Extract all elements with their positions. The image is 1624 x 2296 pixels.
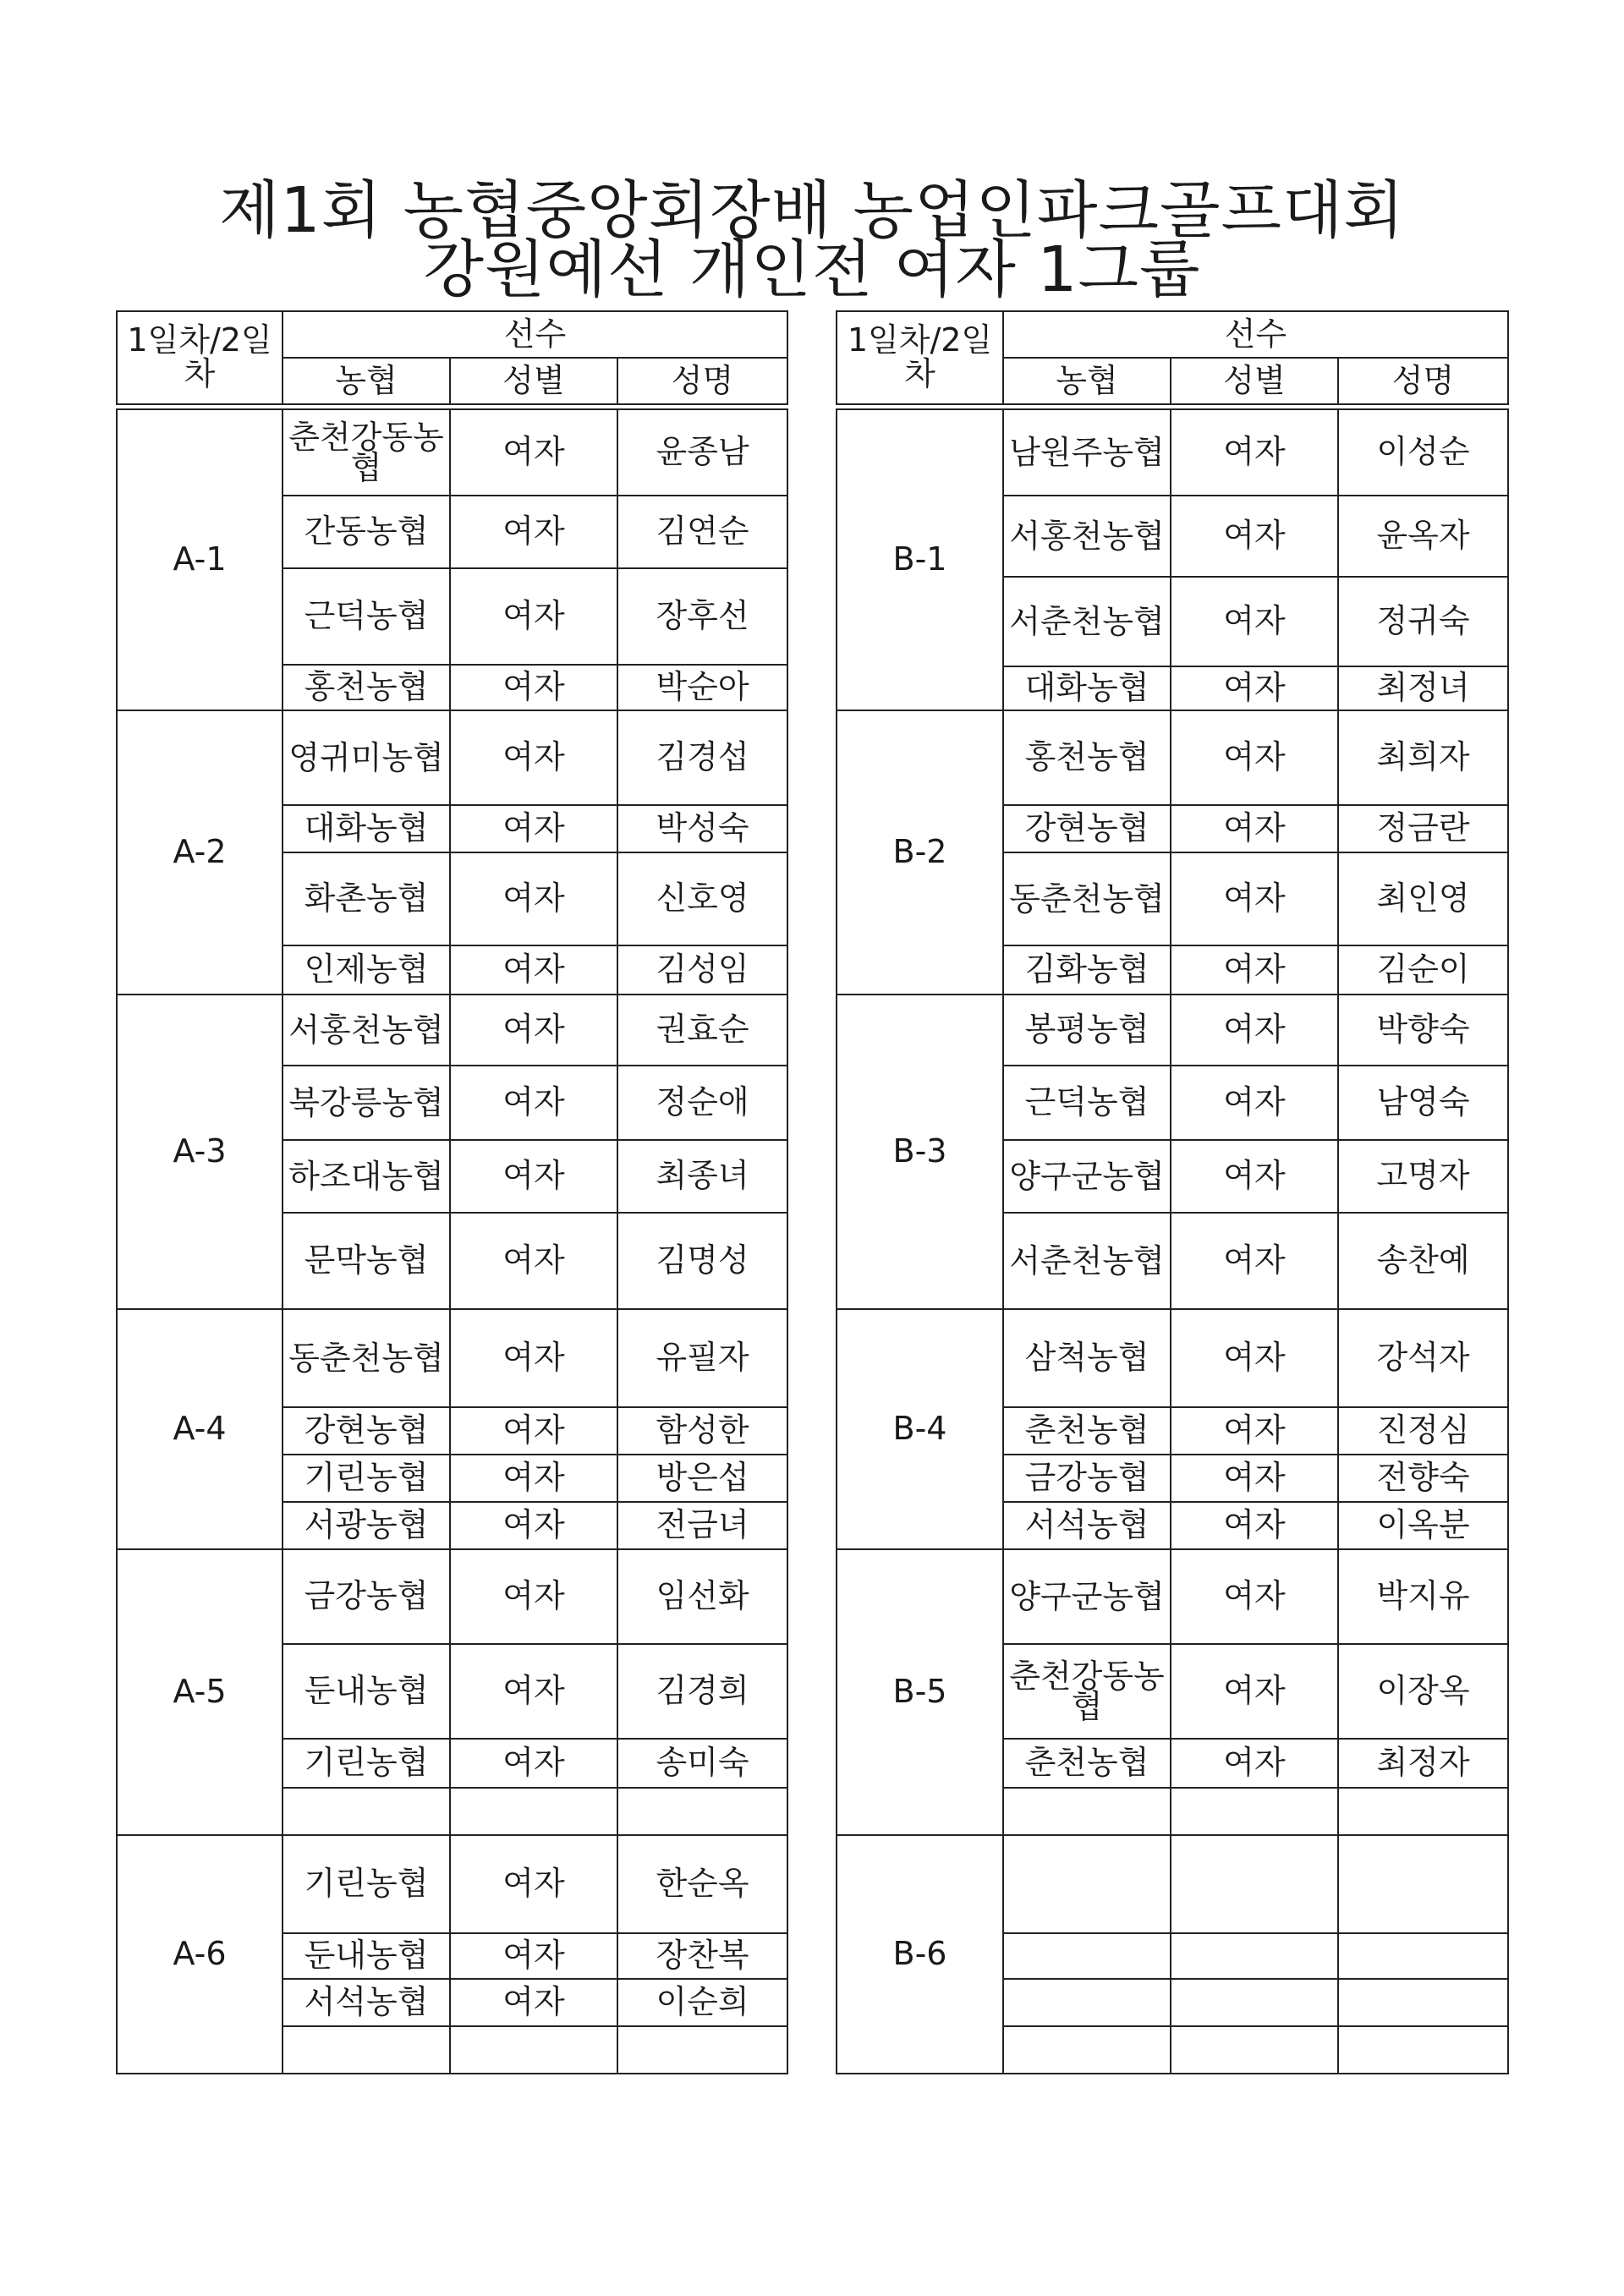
coop-cell: 서홍천농협 — [1003, 496, 1171, 577]
coop-cell: 강현농협 — [283, 1407, 450, 1455]
gender-cell: 여자 — [450, 1933, 617, 1979]
coop-cell: 서홍천농협 — [283, 995, 450, 1066]
table-row — [837, 409, 1508, 496]
name-cell: 고명자 — [1338, 1140, 1508, 1213]
name-cell: 김순이 — [1338, 945, 1508, 995]
name-cell: 박순아 — [617, 665, 787, 710]
coop-cell: 대화농협 — [283, 805, 450, 852]
name-cell: 정금란 — [1338, 805, 1508, 852]
coop-cell: 서춘천농협 — [1003, 577, 1171, 666]
name-cell — [1338, 1788, 1508, 1835]
name-cell: 장후선 — [617, 568, 787, 665]
coop-cell: 춘천강동농협 — [283, 409, 450, 496]
table-row — [837, 710, 1508, 805]
coop-cell: 춘천농협 — [1003, 1407, 1171, 1455]
gender-cell: 여자 — [450, 995, 617, 1066]
group-label: B-4 — [837, 1309, 1003, 1549]
header-round: 1일차/2일차 — [117, 311, 283, 404]
gender-cell: 여자 — [450, 710, 617, 805]
header-gender: 성별 — [1171, 358, 1338, 404]
coop-cell: 근덕농협 — [1003, 1066, 1171, 1140]
name-cell: 김성임 — [617, 945, 787, 995]
group-label: A-5 — [117, 1549, 283, 1835]
name-cell: 진정심 — [1338, 1407, 1508, 1455]
gender-cell — [1171, 1933, 1338, 1979]
gender-cell: 여자 — [450, 1213, 617, 1309]
group-table-a — [116, 310, 788, 2074]
name-cell — [1338, 2026, 1508, 2074]
gender-cell: 여자 — [1171, 1407, 1338, 1455]
gender-cell: 여자 — [450, 568, 617, 665]
gender-cell: 여자 — [450, 496, 617, 568]
header-coop: 농협 — [1003, 358, 1171, 404]
gender-cell: 여자 — [1171, 1644, 1338, 1739]
name-cell: 김경섭 — [617, 710, 787, 805]
gender-cell: 여자 — [1171, 852, 1338, 945]
name-cell: 정귀숙 — [1338, 577, 1508, 666]
coop-cell — [1003, 2026, 1171, 2074]
coop-cell: 동춘천농협 — [283, 1309, 450, 1407]
coop-cell: 춘천강동농협 — [1003, 1644, 1171, 1739]
group-label: B-2 — [837, 710, 1003, 995]
gender-cell: 여자 — [1171, 409, 1338, 496]
coop-cell — [283, 2026, 450, 2074]
group-label: A-3 — [117, 995, 283, 1309]
coop-cell: 하조대농협 — [283, 1140, 450, 1213]
name-cell: 최정녀 — [1338, 666, 1508, 710]
coop-cell: 영귀미농협 — [283, 710, 450, 805]
coop-cell: 인제농협 — [283, 945, 450, 995]
table-row — [837, 995, 1508, 1066]
name-cell: 윤옥자 — [1338, 496, 1508, 577]
group-label: A-4 — [117, 1309, 283, 1549]
name-cell: 윤종남 — [617, 409, 787, 496]
title-line-1: 제1회 농협중앙회장배 농업인파크골프대회 — [219, 174, 1405, 247]
coop-cell: 김화농협 — [1003, 945, 1171, 995]
group-label: B-5 — [837, 1549, 1003, 1835]
coop-cell: 삼척농협 — [1003, 1309, 1171, 1407]
header-name: 성명 — [617, 358, 787, 404]
name-cell: 한순옥 — [617, 1835, 787, 1933]
table-row — [117, 710, 787, 805]
name-cell: 김연순 — [617, 496, 787, 568]
name-cell: 최정자 — [1338, 1739, 1508, 1788]
gender-cell — [1171, 1835, 1338, 1933]
table-row — [117, 409, 787, 496]
coop-cell: 근덕농협 — [283, 568, 450, 665]
name-cell: 방은섭 — [617, 1455, 787, 1502]
coop-cell: 남원주농협 — [1003, 409, 1171, 496]
coop-cell: 양구군농협 — [1003, 1549, 1171, 1644]
gender-cell — [1171, 1979, 1338, 2026]
gender-cell: 여자 — [450, 1739, 617, 1788]
name-cell: 신호영 — [617, 852, 787, 945]
gender-cell: 여자 — [1171, 1213, 1338, 1309]
name-cell: 장찬복 — [617, 1933, 787, 1979]
group-label: B-6 — [837, 1835, 1003, 2074]
gender-cell: 여자 — [450, 852, 617, 945]
coop-cell: 홍천농협 — [1003, 710, 1171, 805]
gender-cell: 여자 — [1171, 1502, 1338, 1549]
name-cell: 강석자 — [1338, 1309, 1508, 1407]
gender-cell: 여자 — [1171, 496, 1338, 577]
name-cell: 함성한 — [617, 1407, 787, 1455]
name-cell: 정순애 — [617, 1066, 787, 1140]
coop-cell — [1003, 1979, 1171, 2026]
name-cell — [1338, 1835, 1508, 1933]
name-cell — [617, 1788, 787, 1835]
coop-cell — [283, 1788, 450, 1835]
gender-cell: 여자 — [1171, 710, 1338, 805]
name-cell — [1338, 1979, 1508, 2026]
name-cell: 이장옥 — [1338, 1644, 1508, 1739]
group-label: B-1 — [837, 409, 1003, 710]
table-row — [837, 1835, 1508, 1933]
coop-cell: 홍천농협 — [283, 665, 450, 710]
name-cell: 김명성 — [617, 1213, 787, 1309]
group-table-b — [836, 310, 1509, 2074]
gender-cell: 여자 — [1171, 577, 1338, 666]
gender-cell: 여자 — [450, 1140, 617, 1213]
header-coop: 농협 — [283, 358, 450, 404]
title-line-2: 강원예선 개인전 여자 1그룹 — [423, 233, 1201, 306]
header-players: 선수 — [1003, 311, 1508, 358]
gender-cell — [1171, 2026, 1338, 2074]
coop-cell: 화촌농협 — [283, 852, 450, 945]
gender-cell: 여자 — [450, 409, 617, 496]
table-body — [837, 409, 1508, 2074]
coop-cell: 금강농협 — [283, 1549, 450, 1644]
header-name: 성명 — [1338, 358, 1508, 404]
table-row — [117, 995, 787, 1066]
name-cell: 전금녀 — [617, 1502, 787, 1549]
name-cell — [1338, 1933, 1508, 1979]
group-label: A-6 — [117, 1835, 283, 2074]
coop-cell: 기린농협 — [283, 1835, 450, 1933]
name-cell: 남영숙 — [1338, 1066, 1508, 1140]
coop-cell: 봉평농협 — [1003, 995, 1171, 1066]
coop-cell: 금강농협 — [1003, 1455, 1171, 1502]
group-label: B-3 — [837, 995, 1003, 1309]
coop-cell: 서석농협 — [1003, 1502, 1171, 1549]
gender-cell: 여자 — [450, 945, 617, 995]
name-cell: 최인영 — [1338, 852, 1508, 945]
name-cell — [617, 2026, 787, 2074]
table-body — [117, 409, 787, 2074]
coop-cell: 양구군농협 — [1003, 1140, 1171, 1213]
name-cell: 최희자 — [1338, 710, 1508, 805]
group-label: A-2 — [117, 710, 283, 995]
coop-cell: 문막농협 — [283, 1213, 450, 1309]
gender-cell: 여자 — [450, 1979, 617, 2026]
coop-cell: 서춘천농협 — [1003, 1213, 1171, 1309]
header-gender: 성별 — [450, 358, 617, 404]
gender-cell: 여자 — [450, 1835, 617, 1933]
coop-cell: 서석농협 — [283, 1979, 450, 2026]
name-cell: 임선화 — [617, 1549, 787, 1644]
gender-cell: 여자 — [1171, 805, 1338, 852]
group-label: A-1 — [117, 409, 283, 710]
name-cell: 전향숙 — [1338, 1455, 1508, 1502]
gender-cell: 여자 — [1171, 995, 1338, 1066]
table-row — [837, 1309, 1508, 1407]
gender-cell: 여자 — [1171, 1739, 1338, 1788]
gender-cell: 여자 — [450, 1502, 617, 1549]
coop-cell: 기린농협 — [283, 1739, 450, 1788]
gender-cell: 여자 — [1171, 945, 1338, 995]
name-cell: 이순희 — [617, 1979, 787, 2026]
table-row — [117, 1549, 787, 1644]
gender-cell — [450, 2026, 617, 2074]
header-players: 선수 — [283, 311, 787, 358]
gender-cell: 여자 — [450, 665, 617, 710]
gender-cell — [1171, 1788, 1338, 1835]
gender-cell: 여자 — [450, 1549, 617, 1644]
name-cell: 박향숙 — [1338, 995, 1508, 1066]
name-cell: 이옥분 — [1338, 1502, 1508, 1549]
name-cell: 송미숙 — [617, 1739, 787, 1788]
gender-cell — [450, 1788, 617, 1835]
gender-cell: 여자 — [1171, 1066, 1338, 1140]
coop-cell — [1003, 1835, 1171, 1933]
name-cell: 이성순 — [1338, 409, 1508, 496]
coop-cell — [1003, 1933, 1171, 1979]
coop-cell: 춘천농협 — [1003, 1739, 1171, 1788]
coop-cell: 대화농협 — [1003, 666, 1171, 710]
table-row — [117, 1835, 787, 1933]
name-cell: 김경희 — [617, 1644, 787, 1739]
name-cell: 박성숙 — [617, 805, 787, 852]
coop-cell: 동춘천농협 — [1003, 852, 1171, 945]
gender-cell: 여자 — [450, 1309, 617, 1407]
name-cell: 최종녀 — [617, 1140, 787, 1213]
gender-cell: 여자 — [450, 1407, 617, 1455]
gender-cell: 여자 — [1171, 666, 1338, 710]
gender-cell: 여자 — [450, 1455, 617, 1502]
table-row — [837, 1549, 1508, 1644]
name-cell: 유필자 — [617, 1309, 787, 1407]
coop-cell: 북강릉농협 — [283, 1066, 450, 1140]
coop-cell: 둔내농협 — [283, 1933, 450, 1979]
coop-cell: 둔내농협 — [283, 1644, 450, 1739]
coop-cell: 간동농협 — [283, 496, 450, 568]
coop-cell — [1003, 1788, 1171, 1835]
gender-cell: 여자 — [1171, 1455, 1338, 1502]
header-round: 1일차/2일차 — [837, 311, 1003, 404]
coop-cell: 기린농협 — [283, 1455, 450, 1502]
coop-cell: 서광농협 — [283, 1502, 450, 1549]
gender-cell: 여자 — [450, 805, 617, 852]
gender-cell: 여자 — [1171, 1140, 1338, 1213]
gender-cell: 여자 — [1171, 1549, 1338, 1644]
table-row — [117, 1309, 787, 1407]
gender-cell: 여자 — [450, 1644, 617, 1739]
name-cell: 송찬예 — [1338, 1213, 1508, 1309]
coop-cell: 강현농협 — [1003, 805, 1171, 852]
name-cell: 권효순 — [617, 995, 787, 1066]
name-cell: 박지유 — [1338, 1549, 1508, 1644]
gender-cell: 여자 — [1171, 1309, 1338, 1407]
gender-cell: 여자 — [450, 1066, 617, 1140]
